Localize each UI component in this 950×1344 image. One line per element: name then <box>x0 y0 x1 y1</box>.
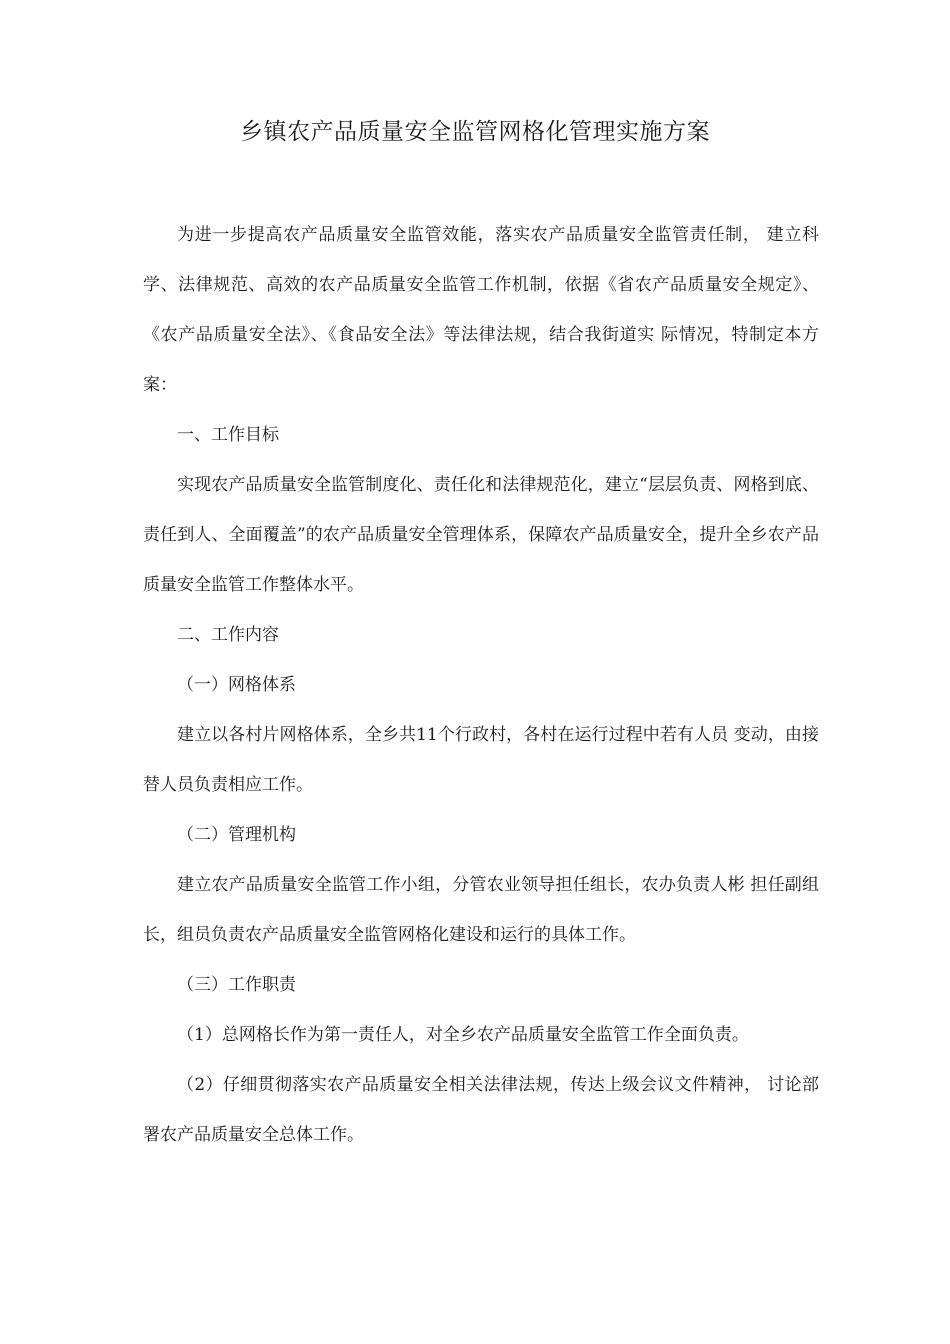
subsection-heading-grid: （一）网格体系 <box>177 675 296 695</box>
section-heading-goals: 一、工作目标 <box>177 425 279 445</box>
document-title: 乡镇农产品质量安全监管网格化管理实施方案 <box>240 119 710 145</box>
management-paragraph: 建立农产品质量安全监管工作小组，分管农业领导担任组长，农办负责人彬 担任副组长，组员负责农产品质量安全监管网格化建设和运行的具体工作。 <box>143 875 819 945</box>
duty-item-2: （2）仔细贯彻落实农产品质量安全相关法律法规，传达上级会议文件精神， 讨论部署农产品质量安全总体工作。 <box>143 1075 819 1145</box>
subsection-heading-duties: （三）工作职责 <box>177 975 296 995</box>
intro-paragraph: 为进一步提高农产品质量安全监管效能，落实农产品质量安全监管责任制， 建立科学、法律规范、高效的农产品质量安全监管工作机制，依据《省农产品质量安全规定》、《农产品质量安全法》、《食品安全法》等法律法规，结合我街道实 际情况，特制定本方案： <box>143 225 819 395</box>
grid-paragraph: 建立以各村片网格体系，全乡共11个行政村，各村在运行过程中若有人员 变动，由接替人员负责相应工作。 <box>143 725 819 795</box>
section-heading-content: 二、工作内容 <box>177 625 279 645</box>
subsection-heading-management: （二）管理机构 <box>177 825 296 845</box>
document-body <box>143 210 819 1160</box>
duty-item-1: （1）总网格长作为第一责任人，对全乡农产品质量安全监管工作全面负责。 <box>177 1025 749 1045</box>
goals-paragraph: 实现农产品质量安全监管制度化、责任化和法律规范化，建立“层层负责、网格到底、责任到人、全面覆盖”的农产品质量安全管理体系，保障农产品质量安全，提升全乡农产品质量安全监管工作整体水平。 <box>143 475 819 595</box>
